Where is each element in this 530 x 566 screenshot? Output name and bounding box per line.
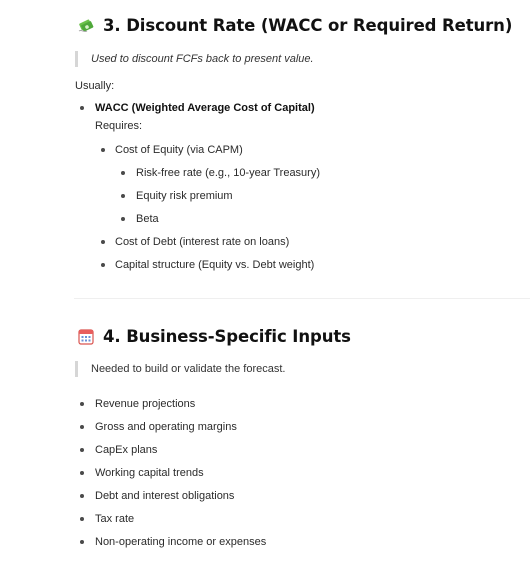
bullet — [80, 517, 84, 521]
cost-of-equity-item: Cost of Equity (via CAPM) — [115, 144, 243, 156]
bullet — [80, 540, 84, 544]
usually-label: Usually: — [75, 80, 115, 92]
bullet — [80, 106, 84, 110]
calendar-icon — [77, 328, 95, 346]
bullet — [80, 471, 84, 475]
section-3-quote-text: Used to discount FCFs back to present value. — [91, 53, 314, 65]
list-item: Revenue projections — [95, 398, 196, 410]
bullet — [80, 425, 84, 429]
capital-structure-item: Capital structure (Equity vs. Debt weight) — [115, 259, 315, 271]
bullet — [80, 448, 84, 452]
bullet — [101, 263, 105, 267]
wacc-label: WACC (Weighted Average Cost of Capital) — [95, 102, 315, 114]
bullet — [121, 217, 125, 221]
list-item: Debt and interest obligations — [95, 490, 235, 502]
requires-label: Requires: — [95, 120, 143, 132]
bullet — [101, 240, 105, 244]
list-item: Non-operating income or expenses — [95, 536, 267, 548]
capm-item: Equity risk premium — [136, 190, 233, 202]
list-item: Gross and operating margins — [95, 421, 237, 433]
section-3-title: 3. Discount Rate (WACC or Required Return) — [103, 16, 513, 35]
section-4-title: 4. Business-Specific Inputs — [103, 327, 351, 346]
section-4-heading — [77, 327, 351, 346]
section-divider — [74, 298, 530, 299]
section-4-quote — [75, 361, 285, 377]
list-item: Tax rate — [95, 513, 135, 525]
bullet — [121, 171, 125, 175]
bullet — [80, 402, 84, 406]
list-item: Working capital trends — [95, 467, 204, 479]
section-3-quote — [75, 51, 314, 67]
bullet — [101, 148, 105, 152]
capm-item: Beta — [136, 213, 159, 225]
section-4-quote-text: Needed to build or validate the forecast. — [91, 363, 286, 375]
bullet — [121, 194, 125, 198]
bullet — [80, 494, 84, 498]
list-item: CapEx plans — [95, 444, 158, 456]
section-3-heading — [77, 16, 512, 35]
money-with-wings-icon — [77, 17, 95, 35]
capm-item: Risk-free rate (e.g., 10-year Treasury) — [136, 167, 321, 179]
cost-of-debt-item: Cost of Debt (interest rate on loans) — [115, 236, 290, 248]
